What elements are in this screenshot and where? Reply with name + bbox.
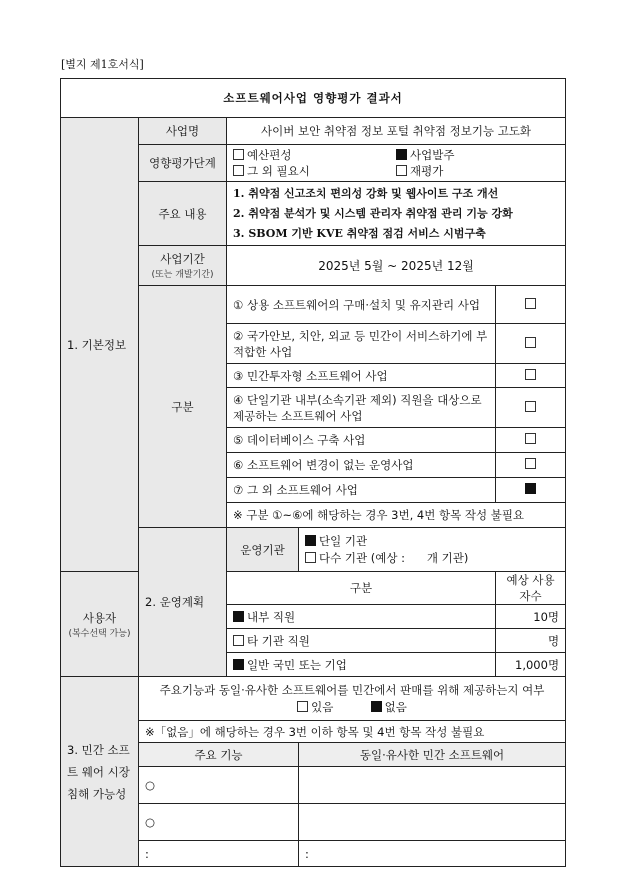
market-col-similar: 동일·유사한 민간 소프트웨어 [299, 743, 566, 767]
category-6-checkbox[interactable] [496, 453, 566, 478]
period-label: 사업기간 [160, 252, 205, 266]
category-7-checkbox[interactable] [496, 478, 566, 503]
checkbox-icon [233, 611, 244, 622]
user-col-count: 예상 사용자수 [496, 572, 566, 605]
category-3-checkbox[interactable] [496, 364, 566, 388]
operating-org-label: 운영기관 [227, 528, 299, 572]
category-note: ※ 구분 ①~⑥에 해당하는 경우 3번, 4번 항목 작성 불필요 [227, 503, 566, 528]
checkbox-icon [525, 401, 536, 412]
checkbox-icon [396, 165, 407, 176]
user-count-internal: 10명 [496, 605, 566, 629]
period-sublabel: (또는 개발기간) [151, 270, 214, 280]
user-row-other-org[interactable]: 타 기관 직원 [227, 629, 496, 653]
market-no-option[interactable]: 없음 [371, 700, 407, 714]
checkbox-icon [305, 535, 316, 546]
stage-option-other[interactable]: 그 외 필요시 [233, 163, 396, 179]
content-label: 주요 내용 [139, 182, 227, 246]
checkbox-icon [233, 635, 244, 646]
user-label-cell [61, 572, 139, 677]
form-number-label: [별지 제1호서식] [61, 58, 144, 71]
category-label: 구분 [139, 286, 227, 528]
period-label-cell [139, 246, 227, 286]
checkbox-icon [525, 298, 536, 309]
assessment-form-table [60, 78, 566, 867]
period-value: 2025년 5월 ~ 2025년 12월 [227, 246, 566, 286]
checkbox-icon [305, 552, 316, 563]
user-label: 사용자 [82, 610, 117, 625]
category-item-3: ③ 민간투자형 소프트웨어 사업 [227, 364, 496, 388]
stage-option-order[interactable]: 사업발주 [396, 147, 559, 163]
content-list [227, 182, 566, 246]
content-item: 1. 취약점 신고조치 편의성 강화 및 웹사이트 구조 개선 [233, 186, 499, 200]
user-row-internal[interactable]: 내부 직원 [227, 605, 496, 629]
category-item-4: ④ 단일기관 내부(소속기관 제외) 직원을 대상으로 제공하는 소프트웨어 사업 [227, 388, 496, 428]
market-similar-cell[interactable] [299, 804, 566, 841]
market-col-function: 주요 기능 [139, 743, 299, 767]
form-title: 소프트웨어사업 영향평가 결과서 [61, 79, 566, 118]
user-count-public: 1,000명 [496, 653, 566, 677]
operating-org-options [299, 528, 566, 572]
market-yes-option[interactable]: 있음 [297, 700, 333, 714]
stage-option-reassess[interactable]: 재평가 [396, 163, 559, 179]
section-market-impact: 3. 민간 소프트 웨어 시장침해 가능성 [61, 677, 139, 867]
content-item: 2. 취약점 분석가 및 시스템 관리자 취약점 관리 기능 강화 [233, 206, 513, 220]
category-item-2: ② 국가안보, 치안, 외교 등 민간이 서비스하기에 부적합한 사업 [227, 324, 496, 364]
user-row-public[interactable]: 일반 국민 또는 기업 [227, 653, 496, 677]
category-item-1: ① 상용 소프트웨어의 구매·설치 및 유지관리 사업 [227, 286, 496, 324]
checkbox-icon [233, 659, 244, 670]
checkbox-icon [371, 701, 382, 712]
market-note: ※「없음」에 해당하는 경우 3번 이하 항목 및 4번 항목 작성 불필요 [139, 721, 566, 743]
category-item-7: ⑦ 그 외 소프트웨어 사업 [227, 478, 496, 503]
market-function-cell[interactable]: ○ [139, 767, 299, 804]
project-name-value: 사이버 보안 취약점 정보 포털 취약점 정보기능 고도화 [227, 118, 566, 145]
market-question-cell [139, 677, 566, 721]
market-question: 주요기능과 동일·유사한 소프트웨어를 민간에서 판매를 위해 제공하는지 여부 [159, 682, 545, 697]
category-5-checkbox[interactable] [496, 428, 566, 453]
content-item: 3. SBOM 기반 KVE 취약점 점검 서비스 시범구축 [233, 226, 486, 240]
category-2-checkbox[interactable] [496, 324, 566, 364]
checkbox-icon [396, 149, 407, 160]
market-similar-cell[interactable]: : [299, 841, 566, 867]
stage-options [227, 145, 566, 182]
checkbox-icon [525, 433, 536, 444]
project-name-label: 사업명 [139, 118, 227, 145]
checkbox-icon [233, 149, 244, 160]
category-4-checkbox[interactable] [496, 388, 566, 428]
user-count-other-org: 명 [496, 629, 566, 653]
user-sublabel: (복수선택 가능) [68, 628, 131, 639]
category-item-5: ⑤ 데이터베이스 구축 사업 [227, 428, 496, 453]
checkbox-icon [525, 337, 536, 348]
stage-option-budget[interactable]: 예산편성 [233, 147, 396, 163]
checkbox-icon [233, 165, 244, 176]
market-function-cell[interactable]: ○ [139, 804, 299, 841]
market-similar-cell[interactable] [299, 767, 566, 804]
user-col-type: 구분 [227, 572, 496, 605]
org-option-multiple[interactable]: 다수 기관 (예상 : 개 기관) [305, 550, 559, 567]
market-function-cell[interactable]: : [139, 841, 299, 867]
checkbox-icon [525, 369, 536, 380]
category-item-6: ⑥ 소프트웨어 변경이 없는 운영사업 [227, 453, 496, 478]
checkbox-icon [297, 701, 308, 712]
stage-label: 영향평가단계 [139, 145, 227, 182]
section-operation-plan: 2. 운영계획 [139, 528, 227, 677]
checkbox-icon [525, 458, 536, 469]
org-option-single[interactable]: 단일 기관 [305, 533, 559, 550]
checkbox-icon [525, 483, 536, 494]
category-1-checkbox[interactable] [496, 286, 566, 324]
section-basic-info: 1. 기본정보 [61, 118, 139, 572]
